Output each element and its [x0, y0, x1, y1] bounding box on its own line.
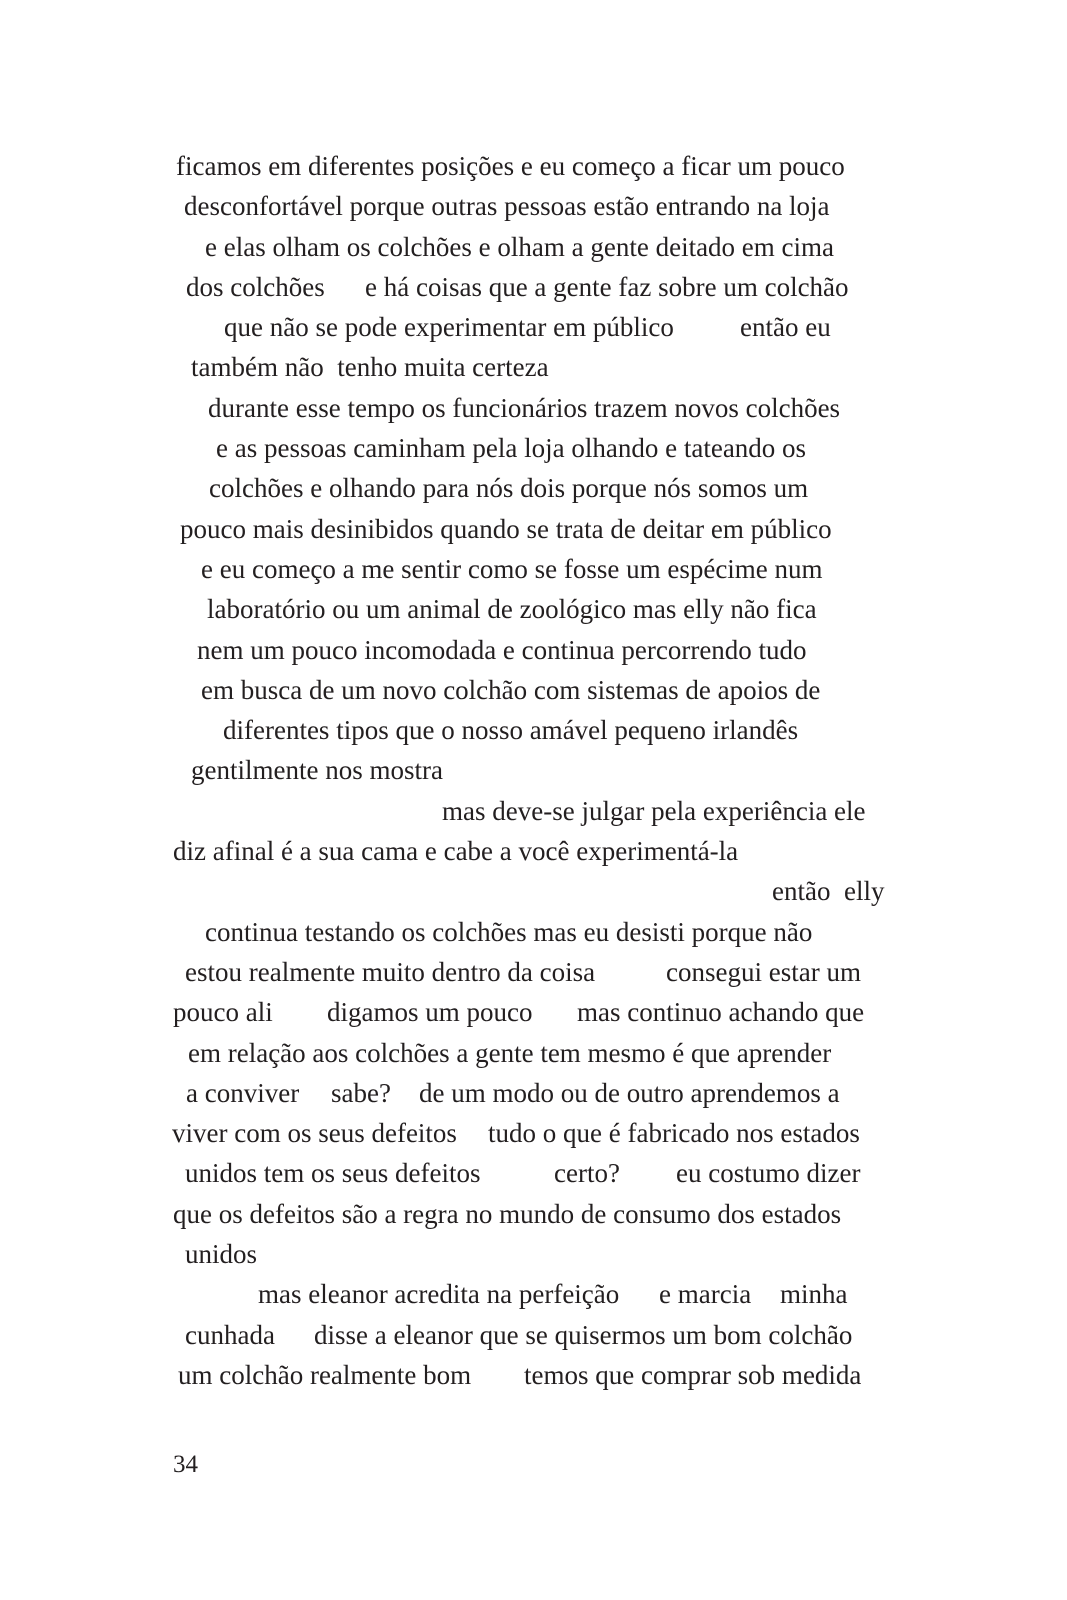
- text-segment: de um modo ou de outro aprendemos a: [419, 1077, 840, 1108]
- text-line: [172, 1033, 892, 1073]
- poem-text: [172, 146, 892, 1395]
- text-segment: em busca de um novo colchão com sistemas de apoios de: [201, 674, 821, 705]
- text-segment: e elas olham os colchões e olham a gente deitado em cima: [205, 231, 835, 262]
- text-line: [172, 468, 892, 508]
- text-line: [172, 347, 892, 387]
- text-line: [172, 509, 892, 549]
- text-segment: um colchão realmente bom: [178, 1359, 472, 1390]
- text-segment: que não se pode experimentar em público: [224, 312, 674, 343]
- text-segment: pouco mais desinibidos quando se trata de deitar em público: [180, 513, 832, 544]
- text-line: [172, 146, 892, 186]
- text-line: [172, 1234, 892, 1274]
- text-line: [172, 630, 892, 670]
- text-segment: consegui estar um: [666, 956, 861, 987]
- text-line: [172, 428, 892, 468]
- text-segment: cunhada: [185, 1319, 275, 1350]
- text-line: [172, 549, 892, 589]
- text-segment: mas eleanor acredita na perfeição: [258, 1279, 620, 1310]
- text-segment: mas continuo achando que: [577, 997, 865, 1028]
- text-line: [172, 186, 892, 226]
- text-segment: desconfortável porque outras pessoas estão entrando na loja: [184, 191, 830, 222]
- text-segment: unidos: [185, 1239, 258, 1270]
- text-segment: minha: [780, 1279, 848, 1310]
- text-segment: digamos um pouco: [327, 997, 533, 1028]
- text-line: [172, 1315, 892, 1355]
- text-segment: nem um pouco incomodada e continua percorrendo tudo: [197, 634, 807, 665]
- text-line: [172, 589, 892, 629]
- text-line: [172, 307, 892, 347]
- text-segment: e há coisas que a gente faz sobre um colchão: [365, 271, 849, 302]
- text-line: [172, 992, 892, 1032]
- text-segment: eu costumo dizer: [676, 1158, 861, 1189]
- text-line: [172, 388, 892, 428]
- text-line: [172, 1355, 892, 1395]
- text-line: [172, 670, 892, 710]
- text-segment: colchões e olhando para nós dois porque nós somos um: [209, 473, 809, 504]
- text-segment: pouco ali: [173, 997, 273, 1028]
- text-segment: dos colchões: [186, 271, 325, 302]
- text-line: [172, 750, 892, 790]
- text-segment: e marcia: [659, 1279, 752, 1310]
- text-segment: também não tenho muita certeza: [191, 352, 549, 383]
- text-line: [172, 1153, 892, 1193]
- text-segment: sabe?: [331, 1077, 391, 1108]
- text-segment: temos que comprar sob medida: [524, 1359, 862, 1390]
- text-segment: tudo o que é fabricado nos estados: [488, 1118, 860, 1149]
- text-segment: durante esse tempo os funcionários trazem novos colchões: [208, 392, 841, 423]
- text-segment: ficamos em diferentes posições e eu começo a ficar um pouco: [176, 151, 845, 181]
- text-segment: gentilmente nos mostra: [191, 755, 443, 786]
- text-segment: laboratório ou um animal de zoológico mas elly não fica: [207, 594, 817, 625]
- text-line: [172, 791, 892, 831]
- text-line: [172, 710, 892, 750]
- text-segment: estou realmente muito dentro da coisa: [185, 956, 596, 987]
- text-segment: em relação aos colchões a gente tem mesmo é que aprender: [188, 1037, 832, 1068]
- text-segment: então elly: [772, 876, 885, 907]
- text-segment: viver com os seus defeitos: [172, 1118, 457, 1149]
- text-segment: e eu começo a me sentir como se fosse um espécime num: [201, 553, 823, 584]
- text-segment: então eu: [740, 312, 831, 343]
- text-line: [172, 912, 892, 952]
- page-number: 34: [173, 1451, 198, 1478]
- text-line: [172, 1194, 892, 1234]
- text-segment: diz afinal é a sua cama e cabe a você experimentá-la: [173, 836, 739, 867]
- text-line: [172, 1073, 892, 1113]
- text-line: [172, 952, 892, 992]
- text-line: [172, 1113, 892, 1153]
- text-segment: disse a eleanor que se quisermos um bom colchão: [314, 1319, 853, 1350]
- text-line: [172, 831, 892, 871]
- text-line: [172, 227, 892, 267]
- text-line: [172, 1274, 892, 1314]
- text-segment: continua testando os colchões mas eu desisti porque não: [205, 916, 813, 947]
- text-segment: certo?: [554, 1158, 620, 1189]
- text-segment: unidos tem os seus defeitos: [185, 1158, 481, 1189]
- text-segment: mas deve-se julgar pela experiência ele: [442, 795, 866, 826]
- text-line: [172, 267, 892, 307]
- text-segment: diferentes tipos que o nosso amável pequeno irlandês: [223, 715, 799, 746]
- text-segment: que os defeitos são a regra no mundo de consumo dos estados: [173, 1198, 842, 1229]
- text-segment: a conviver: [186, 1077, 300, 1108]
- text-line: [172, 871, 892, 911]
- text-segment: e as pessoas caminham pela loja olhando e tateando os: [216, 433, 807, 464]
